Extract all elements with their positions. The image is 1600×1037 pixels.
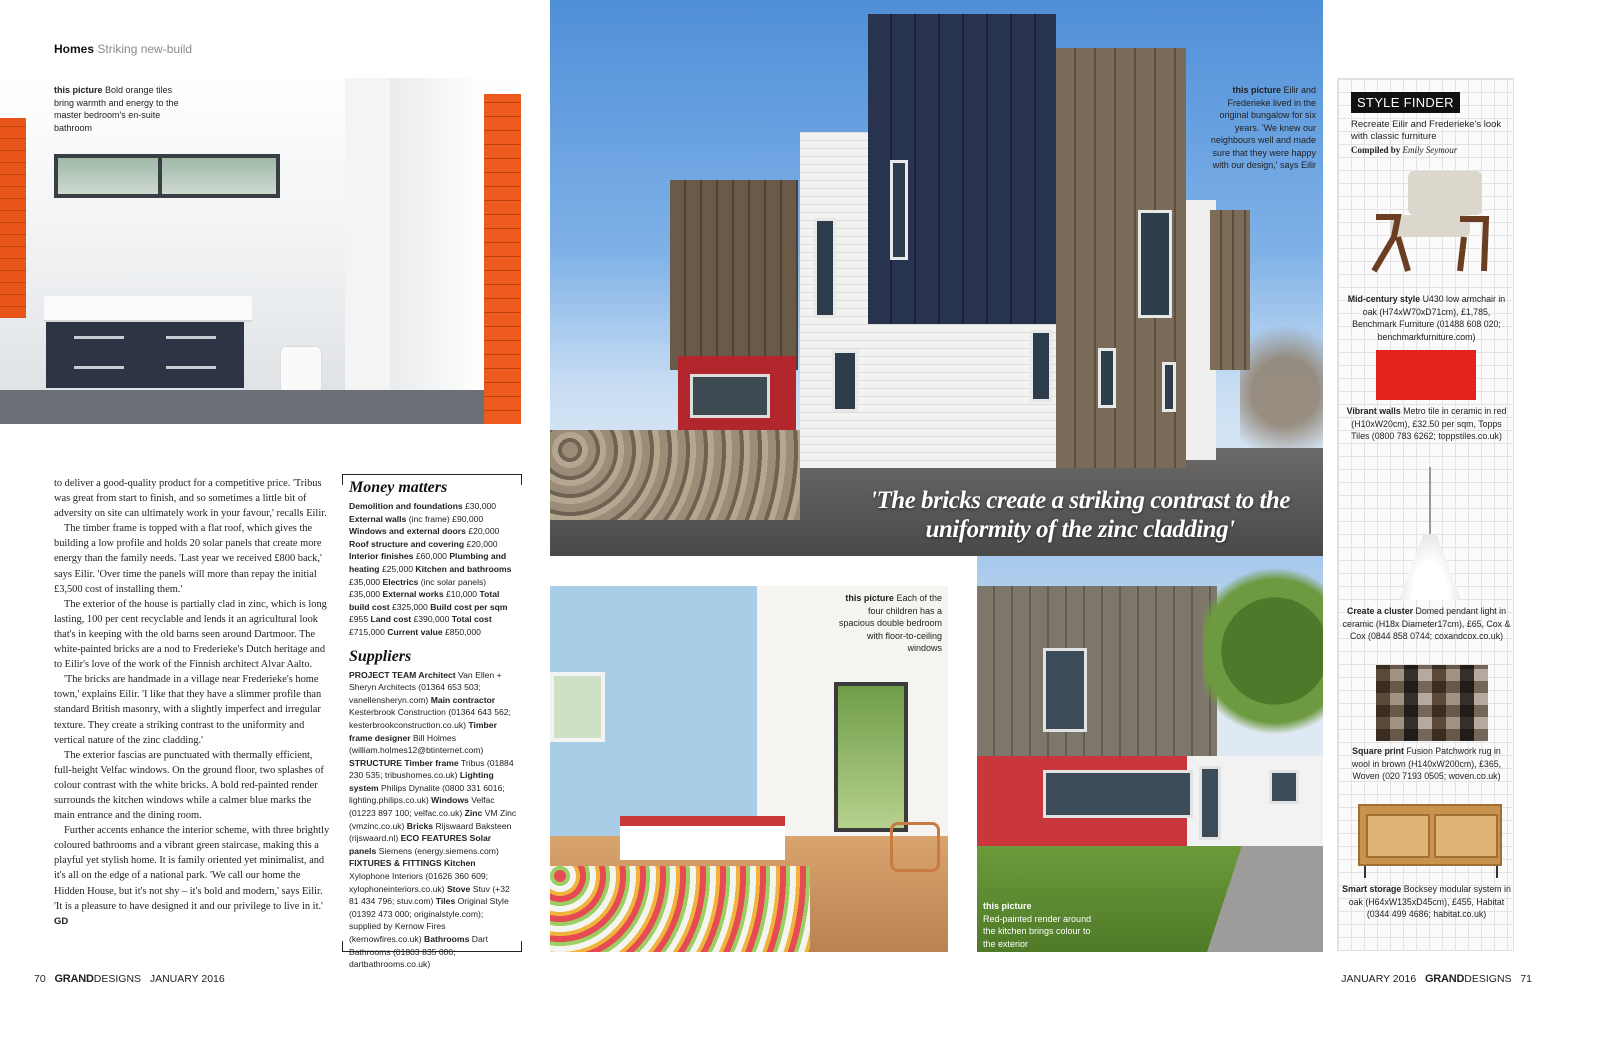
compiled-by: Compiled by Emily Seymour bbox=[1351, 145, 1458, 155]
pendant-cord bbox=[1429, 467, 1431, 537]
section-title: Homes bbox=[54, 42, 95, 56]
product-tile: Vibrant walls Metro tile in ceramic in red (H10xW20cm), £32.50 per sqm, Topps Tiles (0800 783 6262; toppstiles.co.uk) bbox=[1346, 406, 1507, 442]
supplier-item-value: Siemens (energy.siemens.com) bbox=[378, 845, 499, 856]
suppliers-list bbox=[349, 669, 517, 971]
caption-text: Bold orange tiles bring warmth and energy to the master bedroom's en-suite bathroom bbox=[54, 85, 179, 133]
supplier-item-label: Timber frame designer bbox=[349, 719, 497, 743]
supplier-item-value: Velfac (01223 897 100; velfac.co.uk) bbox=[349, 795, 495, 819]
bathroom-caption bbox=[54, 84, 184, 134]
supplier-item-label: Zinc bbox=[464, 808, 483, 819]
bedroom-caption bbox=[838, 592, 942, 655]
section-header bbox=[54, 42, 192, 56]
money-item-label: Current value bbox=[387, 626, 443, 637]
supplier-item-label: FIXTURES & FITTINGS Kitchen bbox=[349, 858, 476, 869]
kitchen-exterior-photo bbox=[977, 556, 1323, 952]
caption-lead: this picture bbox=[983, 901, 1032, 911]
money-item-value: £20,000 bbox=[466, 538, 498, 549]
money-item-value: £955 bbox=[349, 614, 369, 625]
caption-lead: this picture bbox=[845, 593, 894, 603]
money-item-label: External works bbox=[382, 589, 444, 600]
supplier-item-value: VM Zinc (vmzinc.co.uk) bbox=[349, 808, 517, 831]
signoff: GD bbox=[54, 915, 69, 927]
body-paragraph: Further accents enhance the interior scheme, with three brightly coloured bathrooms and a vibrant green staircase, making this a playful yet stylish home. It is family oriented yet minimalist, and it's all on the edge of a national park. 'We call our home the Hidden House, but it's not shy – it's bold and modern,' says Eilir. 'It is a pleasure to have designed it and our privilege to live in it.' GD bbox=[54, 825, 330, 927]
money-item-label: External walls bbox=[349, 513, 407, 524]
brand-grand: GRAND bbox=[54, 973, 94, 985]
body-paragraph: The exterior fascias are punctuated with thermally efficient, full-height Velfac windows. On the ground floor, two splashes of colour contrast with the white bricks. A bold red-painted render surrounds the kitchen windows while a calmer blue marks the main entrance and the dining room. bbox=[54, 749, 324, 822]
money-item-label: Windows and external doors bbox=[349, 526, 466, 537]
brand-grand: GRAND bbox=[1424, 973, 1465, 985]
money-item-value: (inc solar panels) £35,000 bbox=[349, 576, 487, 600]
supplier-item-value: Tribus (01884 230 535; tribushomes.co.uk) bbox=[349, 757, 514, 781]
supplier-item-label: STRUCTURE Timber frame bbox=[349, 757, 459, 768]
money-item-label: Electrics bbox=[382, 576, 419, 587]
caption-lead: this picture bbox=[1232, 85, 1281, 95]
suppliers-title: Suppliers bbox=[349, 647, 412, 665]
body-paragraph: The timber frame is topped with a flat roof, which gives the building a low profile and holds 20 solar panels that create more energy than the family needs. 'Last year we received £800 back,' says Eilir. 'Over time the panels will more than repay the initial £3,500 cost of installing them.' bbox=[54, 523, 322, 595]
caption-text: Red-painted render around the kitchen brings colour to the exterior bbox=[983, 913, 1092, 949]
house-caption bbox=[1200, 84, 1316, 172]
armchair-image bbox=[1368, 167, 1492, 277]
money-item-value: £325,000 bbox=[391, 601, 428, 612]
supplier-item-label: Tiles bbox=[435, 896, 456, 907]
section-subtitle: Striking new-build bbox=[97, 42, 193, 56]
money-item-label: Total cost bbox=[451, 614, 492, 625]
supplier-item-value: Original Style (01392 473 000; originalstyle.com); supplied by Kernow Fires (kernowfires.co.uk) bbox=[349, 896, 509, 944]
brand-designs: DESIGNS bbox=[93, 973, 142, 985]
money-item-label: Demolition and foundations bbox=[349, 501, 463, 511]
money-item-value: £10,000 bbox=[446, 589, 478, 600]
caption-lead: this picture bbox=[54, 85, 103, 95]
pull-quote: 'The bricks create a striking contrast to the uniformity of the zinc cladding' bbox=[870, 487, 1290, 543]
money-item-label: Land cost bbox=[370, 614, 412, 625]
supplier-item-label: Stove bbox=[446, 883, 471, 894]
money-item-label: Roof structure and covering bbox=[349, 538, 465, 549]
exterior-caption bbox=[983, 900, 1098, 950]
pendant-light-image bbox=[1399, 534, 1461, 600]
red-tile-image bbox=[1376, 350, 1476, 400]
supplier-item-value: Xylophone Interiors (01626 360 609; xylophoneinteriors.co.uk) bbox=[349, 871, 489, 894]
money-item-label: Kitchen and bathrooms bbox=[415, 563, 512, 574]
money-item-value: £390,000 bbox=[413, 614, 450, 625]
money-title: Money matters bbox=[349, 479, 448, 496]
money-item-value: £30,000 bbox=[465, 501, 497, 511]
supplier-item-value: Kesterbrook Construction (01364 643 562; kesterbrookconstruction.co.uk) bbox=[349, 707, 511, 730]
style-finder-intro: Recreate Eilir and Frederieke's look with classic furniture bbox=[1351, 119, 1502, 142]
issue-date: JANUARY 2016 bbox=[149, 973, 225, 985]
money-item-label: Interior finishes bbox=[349, 551, 414, 562]
supplier-item-value: Bill Holmes (william.holmes12@btinternet.com) bbox=[349, 732, 484, 756]
footer-right bbox=[1341, 973, 1532, 985]
money-item-value: £850,000 bbox=[445, 626, 481, 637]
money-item-value: £25,000 bbox=[381, 563, 414, 574]
sideboard-image bbox=[1358, 804, 1502, 866]
money-item-label: Plumbing and heating bbox=[349, 551, 507, 574]
supplier-item-label: PROJECT TEAM Architect bbox=[349, 669, 456, 680]
supplier-item-value: Dart Bathrooms (01803 835 000; dartbathrooms.co.uk) bbox=[349, 934, 488, 970]
brand-designs: DESIGNS bbox=[1464, 973, 1512, 985]
body-paragraph: The exterior of the house is partially clad in zinc, which is long lasting, 100 per cent recyclable and lends it an agricultural look that's in keeping with the old barns seen around Dartmoor. The white-painted bricks are a nod to Frederieke's Dutch heritage and to Eilir's love of the work of the Finnish architect Alvar Aalto. bbox=[54, 598, 327, 671]
issue-date: JANUARY 2016 bbox=[1341, 973, 1417, 985]
money-item-value: (inc frame) £90,000 bbox=[408, 513, 484, 524]
supplier-item-label: Lighting system bbox=[349, 770, 494, 793]
money-item-value: £35,000 bbox=[349, 576, 381, 587]
supplier-item-value: Stuv (+32 81 434 796; stuv.com) bbox=[349, 883, 510, 907]
supplier-item-value: Van Ellen + Sheryn Architects (01364 653 503; vanellensheryn.com) bbox=[349, 669, 502, 705]
money-item-value: £60,000 bbox=[415, 551, 447, 562]
caption-text: Eilir and Frederieke lived in the original bungalow for six years. 'We knew our neighbours well and made sure that they were happy with our design,' says Eilir bbox=[1210, 85, 1316, 170]
supplier-item-label: Windows bbox=[431, 795, 469, 806]
supplier-item-label: ECO FEATURES Solar panels bbox=[349, 833, 492, 856]
supplier-item-value: Philips Dynalite (0800 331 6016; lighting.philips.co.uk) bbox=[349, 782, 505, 806]
supplier-item-value: Rijswaard Baksteen (rijswaard.nl) bbox=[349, 820, 512, 844]
page-number-left: 70 bbox=[34, 973, 46, 985]
body-paragraph: to deliver a good-quality product for a competitive price. 'Tribus was great from start to finish, and so sometimes a little bit of adversity on site can ultimately work in your favour,' recalls Eilir. bbox=[54, 478, 327, 520]
footer-left bbox=[34, 973, 225, 985]
supplier-item-label: Bricks bbox=[406, 820, 434, 831]
product-rug: Square print Fusion Patchwork rug in wool in brown (H140xW200cm), £365, Woven (020 7193 0505; woven.co.uk) bbox=[1351, 746, 1502, 782]
supplier-item-label: Bathrooms bbox=[423, 934, 470, 944]
body-paragraph: 'The bricks are handmade in a village near Frederieke's home town,' explains Eilir. 'I like that they have a slimmer profile than standard British masonry, with a slightly imperfect and irregular texture. They create a striking contrast to the uniformity and vertical nature of the zinc cladding.' bbox=[54, 674, 322, 746]
page-number-right: 71 bbox=[1520, 973, 1532, 985]
money-item-label: Build cost per sqm bbox=[430, 601, 508, 612]
product-armchair: Mid-century style U430 low armchair in oak (H74xW70xD71cm), £1,785, Benchmark Furniture (01488 608 020; benchmarkfurniture.com) bbox=[1347, 294, 1506, 342]
money-item-value: £715,000 bbox=[349, 626, 385, 637]
supplier-item-label: Main contractor bbox=[430, 694, 496, 705]
product-pendant: Create a cluster Domed pendant light in ceramic (H18x Diameter17cm), £65, Cox & Cox (0844 858 0744; coxandcox.co.uk) bbox=[1342, 606, 1511, 642]
patchwork-rug-image bbox=[1376, 665, 1488, 741]
style-finder-panel bbox=[1337, 78, 1514, 951]
facts-sidebar bbox=[342, 474, 522, 970]
style-finder-title: STYLE FINDER bbox=[1351, 92, 1460, 113]
money-list bbox=[349, 500, 517, 639]
money-item-value: £20,000 bbox=[468, 526, 500, 537]
caption-text: Each of the four children has a spacious double bedroom with floor-to-ceiling windows bbox=[838, 593, 942, 653]
article-body bbox=[54, 476, 330, 929]
money-item-label: Total build cost bbox=[349, 589, 500, 612]
product-storage: Smart storage Bocksey modular system in oak (H64xW135xD45cm), £455, Habitat (0344 499 4686; habitat.co.uk) bbox=[1342, 884, 1511, 920]
